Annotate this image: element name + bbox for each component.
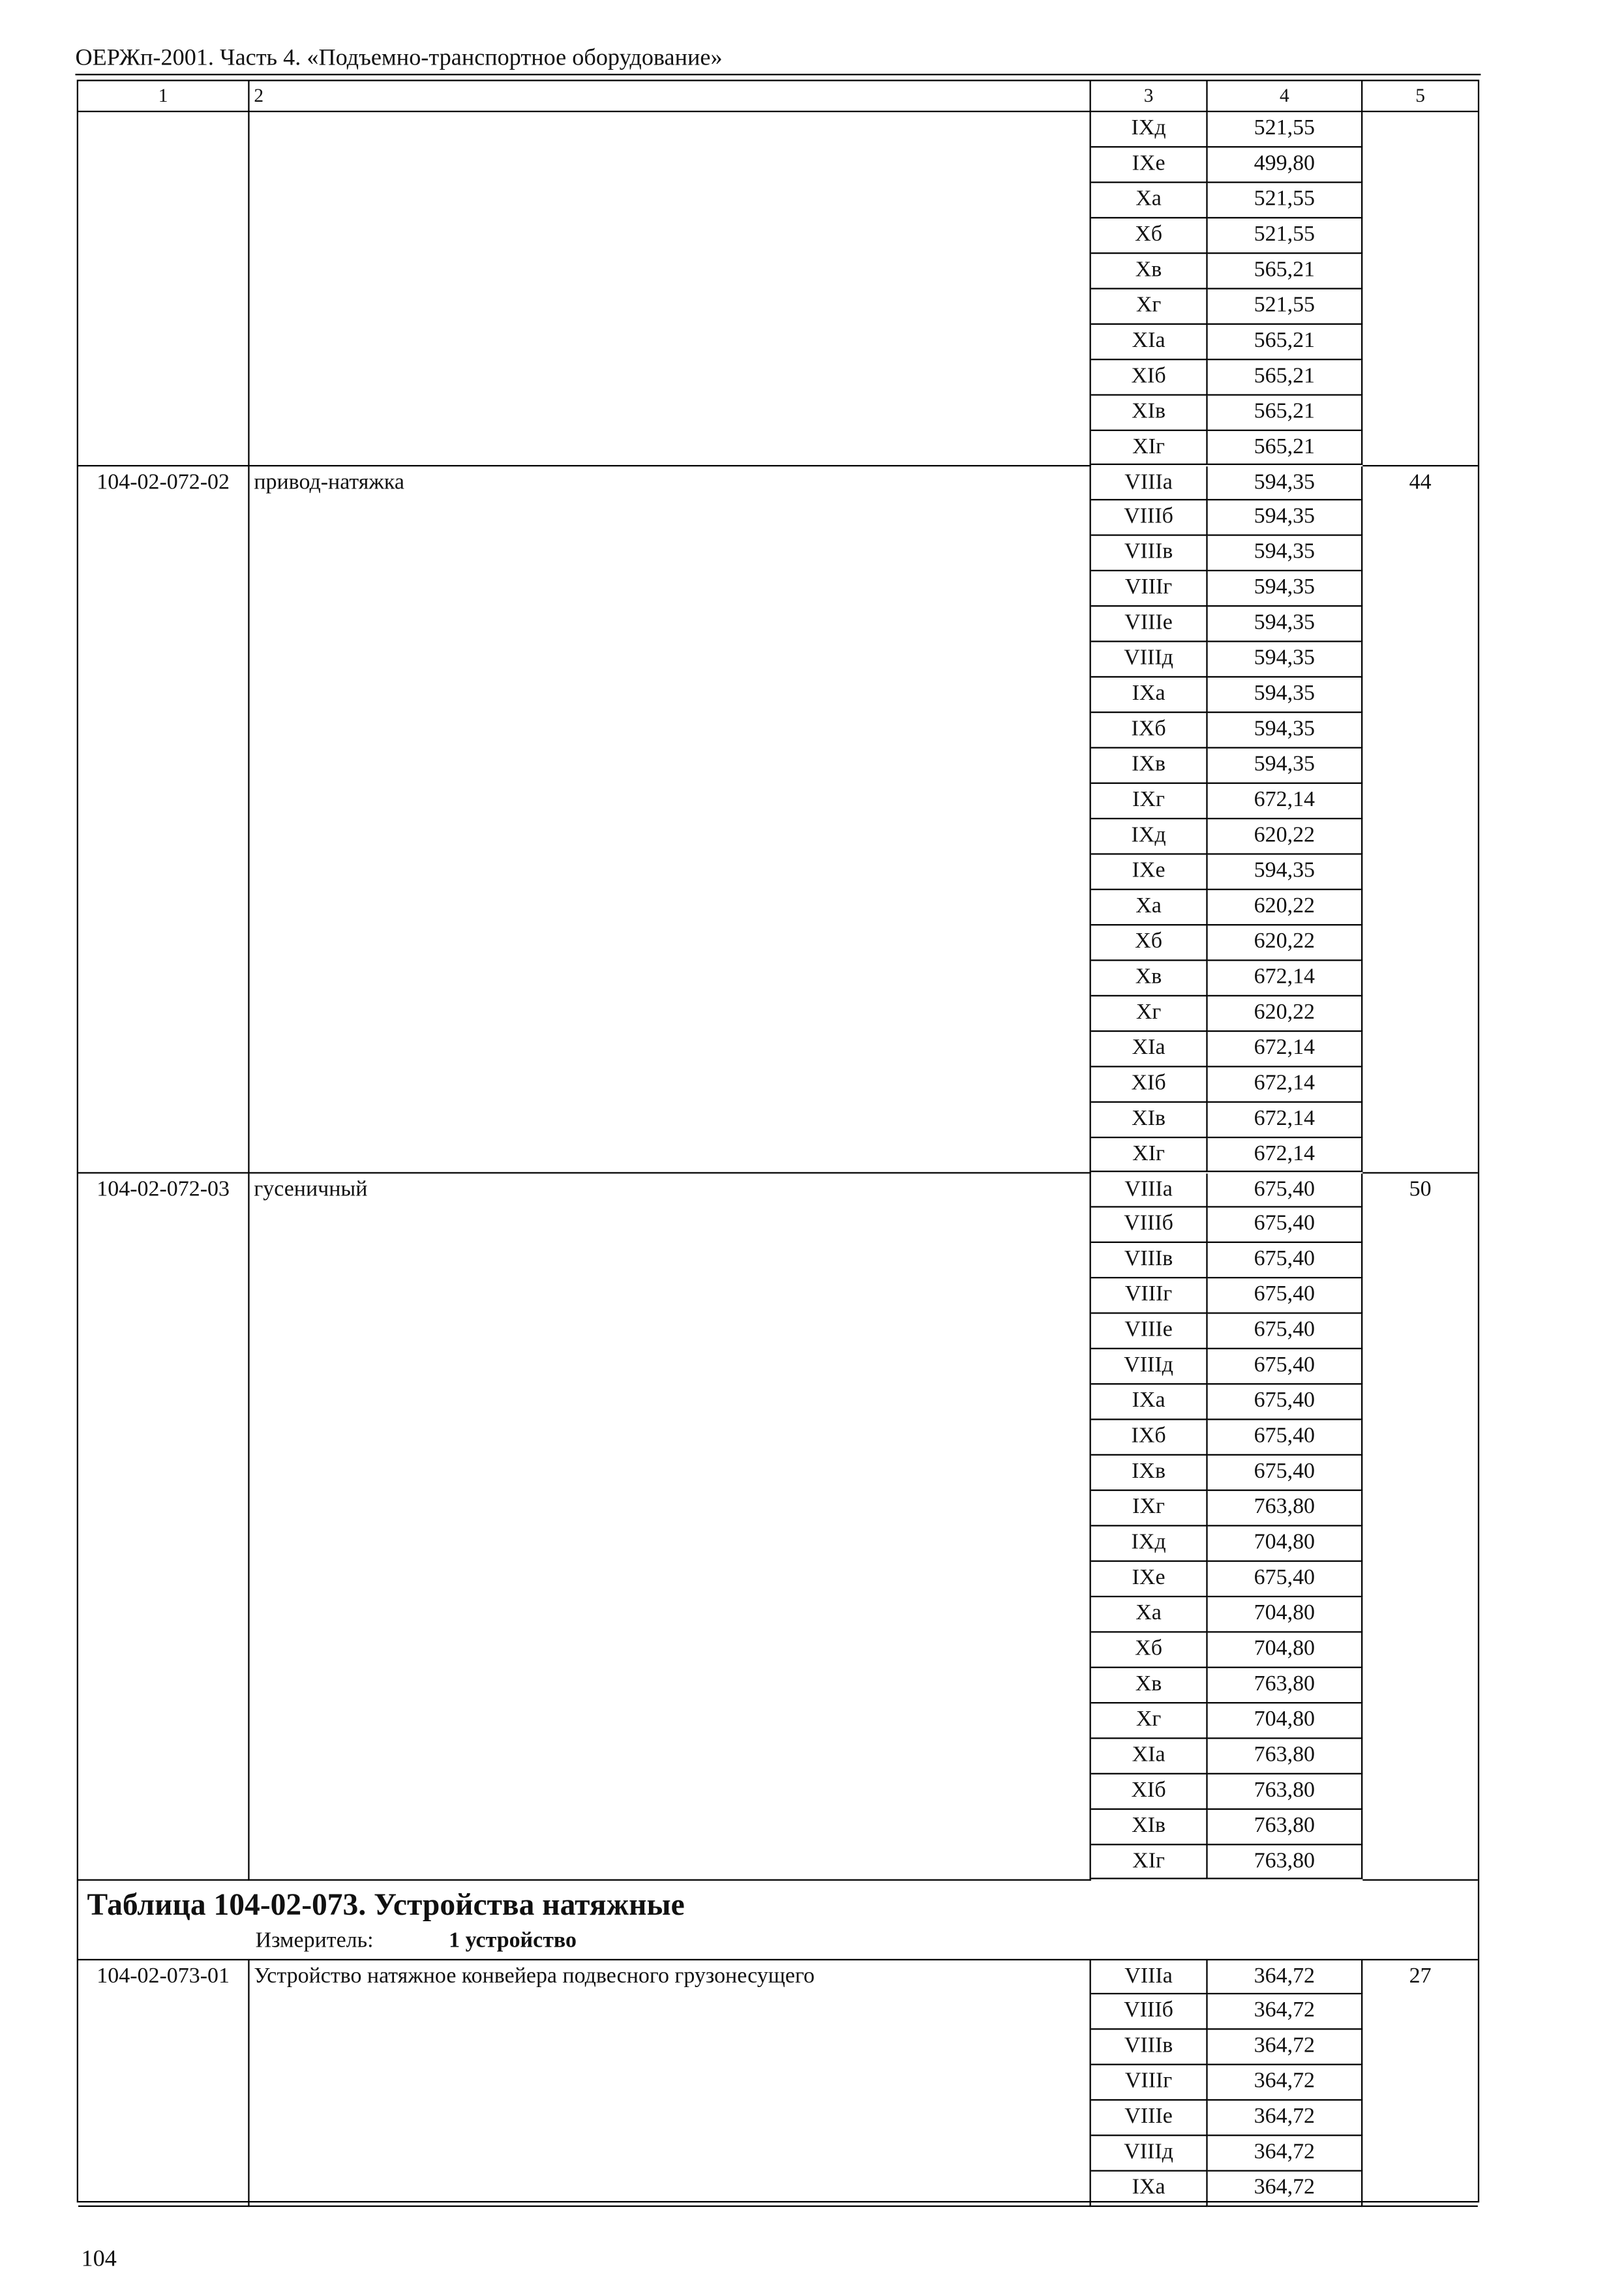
price-cell: 565,21: [1208, 254, 1363, 289]
row-description: Устройство натяжное конвейера подвесного грузонесущего: [250, 1960, 1091, 2207]
zone-cell: Xб: [1091, 925, 1208, 961]
zone-cell: VIIIд: [1091, 1349, 1208, 1385]
column-number-3: 3: [1091, 81, 1208, 112]
price-cell: 594,35: [1208, 713, 1363, 749]
price-cell: 675,40: [1208, 1562, 1363, 1597]
price-cell: 364,72: [1208, 2066, 1363, 2101]
zone-cell: XIб: [1091, 1774, 1208, 1809]
row-column5-value: 44: [1362, 466, 1478, 1173]
zone-cell: IXе: [1091, 147, 1208, 183]
price-cell: 594,35: [1208, 501, 1363, 536]
zone-cell: Xа: [1091, 1597, 1208, 1632]
zone-cell: IXв: [1091, 749, 1208, 784]
unit-value: 1 устройство: [449, 1928, 577, 1953]
row-code: 104-02-072-03: [78, 1173, 250, 1879]
header-rule: [75, 74, 1481, 75]
zone-cell: VIIIа: [1091, 466, 1208, 501]
price-cell: 672,14: [1208, 1102, 1363, 1137]
zone-cell: IXв: [1091, 1456, 1208, 1491]
zone-cell: IXг: [1091, 784, 1208, 819]
zone-cell: IXб: [1091, 1420, 1208, 1456]
zone-cell: VIIIе: [1091, 607, 1208, 642]
price-cell: 675,40: [1208, 1244, 1363, 1279]
column-number-1: 1: [78, 81, 250, 112]
zone-cell: XIв: [1091, 1102, 1208, 1137]
zone-cell: Xг: [1091, 289, 1208, 324]
zone-cell: IXд: [1091, 112, 1208, 147]
price-cell: 594,35: [1208, 749, 1363, 784]
zone-cell: VIIIв: [1091, 2030, 1208, 2065]
column-number-5: 5: [1362, 81, 1478, 112]
price-cell: 620,22: [1208, 819, 1363, 854]
zone-cell: Xв: [1091, 254, 1208, 289]
zone-cell: Xг: [1091, 1703, 1208, 1739]
zone-cell: VIIIе: [1091, 1314, 1208, 1349]
price-cell: 704,80: [1208, 1597, 1363, 1632]
zone-cell: IXа: [1091, 2172, 1208, 2207]
price-cell: 675,40: [1208, 1385, 1363, 1420]
zone-cell: IXе: [1091, 1562, 1208, 1597]
price-cell: 594,35: [1208, 642, 1363, 678]
price-cell: 364,72: [1208, 2101, 1363, 2136]
row-column5-value: 27: [1362, 1960, 1478, 2207]
price-cell: 672,14: [1208, 1067, 1363, 1102]
zone-cell: VIIIе: [1091, 2101, 1208, 2136]
table-section-header: [78, 1880, 1478, 1960]
zone-cell: XIб: [1091, 360, 1208, 395]
zone-cell: XIа: [1091, 324, 1208, 359]
column-number-2: 2: [250, 81, 1091, 112]
price-cell: 675,40: [1208, 1456, 1363, 1491]
price-cell: 675,40: [1208, 1314, 1363, 1349]
zone-cell: XIа: [1091, 1739, 1208, 1774]
zone-cell: VIIIд: [1091, 2136, 1208, 2172]
zone-cell: IXб: [1091, 713, 1208, 749]
price-cell: 763,80: [1208, 1491, 1363, 1526]
price-cell: 763,80: [1208, 1739, 1363, 1774]
price-cell: 620,22: [1208, 996, 1363, 1031]
price-cell: 763,80: [1208, 1774, 1363, 1809]
section-title: Таблица 104-02-073. Устройства натяжные: [87, 1885, 685, 1922]
zone-cell: IXг: [1091, 1491, 1208, 1526]
row-column5-value: 50: [1362, 1173, 1478, 1879]
zone-cell: VIIIг: [1091, 2066, 1208, 2101]
unit-label: Измеритель:: [255, 1928, 374, 1953]
zone-cell: IXд: [1091, 819, 1208, 854]
price-cell: 675,40: [1208, 1173, 1363, 1208]
zone-cell: XIв: [1091, 395, 1208, 430]
price-cell: 565,21: [1208, 360, 1363, 395]
price-cell: 672,14: [1208, 784, 1363, 819]
price-cell: 565,21: [1208, 324, 1363, 359]
zone-cell: XIг: [1091, 1844, 1208, 1879]
zone-cell: IXа: [1091, 1385, 1208, 1420]
zone-cell: IXд: [1091, 1527, 1208, 1562]
zone-cell: VIIIа: [1091, 1960, 1208, 1995]
zone-cell: IXе: [1091, 854, 1208, 890]
zone-cell: VIIIв: [1091, 537, 1208, 572]
price-cell: 763,80: [1208, 1844, 1363, 1879]
zone-cell: XIг: [1091, 1137, 1208, 1173]
zone-cell: VIIIг: [1091, 1279, 1208, 1314]
price-cell: 364,72: [1208, 2030, 1363, 2065]
price-cell: 594,35: [1208, 537, 1363, 572]
price-cell: 675,40: [1208, 1420, 1363, 1456]
price-cell: 364,72: [1208, 1960, 1363, 1995]
zone-cell: IXа: [1091, 678, 1208, 713]
price-cell: 521,55: [1208, 112, 1363, 147]
zone-cell: XIб: [1091, 1067, 1208, 1102]
price-cell: 675,40: [1208, 1279, 1363, 1314]
price-cell: 521,55: [1208, 289, 1363, 324]
price-cell: 763,80: [1208, 1668, 1363, 1703]
price-table: [77, 80, 1479, 2202]
price-cell: 565,21: [1208, 430, 1363, 466]
price-cell: 620,22: [1208, 925, 1363, 961]
price-cell: 594,35: [1208, 678, 1363, 713]
zone-cell: VIIIб: [1091, 1995, 1208, 2030]
price-cell: 364,72: [1208, 1995, 1363, 2030]
price-cell: 704,80: [1208, 1703, 1363, 1739]
zone-cell: Xб: [1091, 1632, 1208, 1668]
column-number-4: 4: [1208, 81, 1363, 112]
zone-cell: VIIIг: [1091, 572, 1208, 607]
price-cell: 594,35: [1208, 572, 1363, 607]
zone-cell: XIг: [1091, 430, 1208, 466]
zone-cell: VIIIа: [1091, 1173, 1208, 1208]
price-cell: 364,72: [1208, 2136, 1363, 2172]
page-number: 104: [81, 2247, 117, 2272]
zone-cell: Xг: [1091, 996, 1208, 1031]
zone-cell: VIIIб: [1091, 501, 1208, 536]
running-head: ОЕРЖп-2001. Часть 4. «Подъемно-транспортное оборудование»: [75, 46, 723, 71]
row-code: 104-02-072-02: [78, 466, 250, 1173]
price-cell: 704,80: [1208, 1527, 1363, 1562]
price-cell: 594,35: [1208, 854, 1363, 890]
price-cell: 594,35: [1208, 607, 1363, 642]
price-cell: 672,14: [1208, 1032, 1363, 1067]
zone-cell: Xб: [1091, 218, 1208, 254]
price-cell: 672,14: [1208, 961, 1363, 996]
price-cell: 675,40: [1208, 1208, 1363, 1244]
price-cell: 521,55: [1208, 183, 1363, 218]
price-cell: 704,80: [1208, 1632, 1363, 1668]
price-cell: 521,55: [1208, 218, 1363, 254]
price-cell: 499,80: [1208, 147, 1363, 183]
zone-cell: XIв: [1091, 1809, 1208, 1844]
row-description: [250, 112, 1091, 466]
price-cell: 565,21: [1208, 395, 1363, 430]
zone-cell: Xв: [1091, 961, 1208, 996]
zone-cell: Xа: [1091, 183, 1208, 218]
row-code: [78, 112, 250, 466]
row-description: привод-натяжка: [250, 466, 1091, 1173]
zone-cell: VIIIд: [1091, 642, 1208, 678]
row-code: 104-02-073-01: [78, 1960, 250, 2207]
price-cell: 763,80: [1208, 1809, 1363, 1844]
price-cell: 364,72: [1208, 2172, 1363, 2207]
zone-cell: VIIIв: [1091, 1244, 1208, 1279]
zone-cell: VIIIб: [1091, 1208, 1208, 1244]
price-cell: 675,40: [1208, 1349, 1363, 1385]
zone-cell: XIа: [1091, 1032, 1208, 1067]
price-cell: 672,14: [1208, 1137, 1363, 1173]
zone-cell: Xв: [1091, 1668, 1208, 1703]
row-description: гусеничный: [250, 1173, 1091, 1879]
price-cell: 620,22: [1208, 890, 1363, 925]
zone-cell: Xа: [1091, 890, 1208, 925]
row-column5-value: [1362, 112, 1478, 466]
price-cell: 594,35: [1208, 466, 1363, 501]
